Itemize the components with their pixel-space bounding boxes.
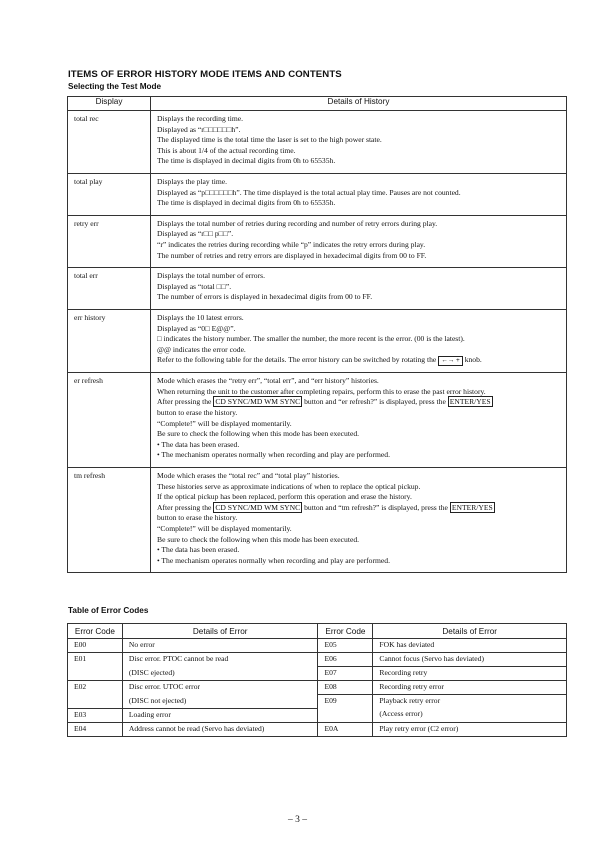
error-code: E00 [68,639,123,653]
header-detail-right: Details of Error [373,624,567,639]
detail-line: Displayed as “r□□□□□□h”. [157,124,241,134]
history-table [67,96,567,573]
row-details [151,111,567,174]
row-name: er refresh [68,373,151,468]
enter-yes-button-label: ENTER/YES [451,502,493,512]
header-code-right: Error Code [318,624,373,639]
detail-line: Be sure to check the following when this mode has been executed. [157,534,360,544]
header-display: Display [68,97,151,111]
detail-line: Displayed as “p□□□□□□h”. The time displayed is the total actual play time. Pauses are not counted. [157,187,461,197]
detail-line: button to erase the history. [157,408,238,418]
jog-knob-icon: ←→ + [438,356,463,366]
table-row [68,708,567,722]
table-row [68,653,567,667]
knob-text-prefix: Refer to the following table for the details. The error history can be switched by rotating the [157,355,437,365]
row-name: total play [68,173,151,215]
detail-line: The displayed time is the total time the laser is set to the high power state. [157,135,382,145]
history-row-total-rec [68,111,567,174]
detail-line: The time is displayed in decimal digits from 0h to 65535h. [157,156,336,166]
row-details [151,309,567,372]
row-details [151,173,567,215]
header-detail-left: Details of Error [122,624,318,639]
detail-line [157,355,562,366]
detail-line: Displayed as “r□□ p□□”. [157,229,234,239]
table-row [68,681,567,695]
row-details [151,215,567,267]
codes-header-row [68,624,567,639]
detail-line: “Complete!” will be displayed momentarily. [157,418,292,428]
error-detail: Recording retry [373,667,567,681]
detail-line: The time is displayed in decimal digits from 0h to 65535h. [157,198,336,208]
row-details [151,468,567,573]
bullet-line: • The mechanism operates normally when recording and play are performed. [157,450,390,460]
detail-line [157,503,562,514]
bullet-line: • The mechanism operates normally when recording and play are performed. [157,555,390,565]
detail-line: Displays the total number of errors. [157,271,265,281]
error-detail: (Access error) [373,708,567,722]
detail-line: Displays the 10 latest errors. [157,312,244,322]
detail-line: Be sure to check the following when this mode has been executed. [157,429,360,439]
detail-line: The number of errors is displayed in hexadecimal digits from 00 to FF. [157,292,373,302]
detail-line: This is about 1/4 of the actual recording time. [157,145,296,155]
detail-line: Displayed as “total □□”. [157,281,232,291]
detail-line: “Complete!” will be displayed momentarily. [157,524,292,533]
row-name: retry err [68,215,151,267]
row-details [151,268,567,310]
error-code: E0A [318,722,373,736]
header-code-left: Error Code [68,624,123,639]
history-row-err-history [68,309,567,372]
press-text: button and “tm refresh?” is displayed, press the [304,502,448,512]
history-row-total-err [68,268,567,310]
bullet-line: • The data has been erased. [157,439,240,449]
error-code: E03 [68,708,123,722]
detail-line: Mode which erases the “retry err”, “total err”, and “err history” histories. [157,376,379,386]
detail-line: □ indicates the history number. The smaller the number, the more recent is the error. (00 is the latest). [157,334,465,344]
row-name: total rec [68,111,151,174]
error-detail: Cannot focus (Servo has deviated) [373,653,567,667]
table-row [68,695,567,709]
history-row-er-refresh [68,373,567,468]
error-detail: Address cannot be read (Servo has deviated) [122,722,318,736]
error-code: E08 [318,681,373,695]
press-text: After pressing the [157,397,212,407]
page-number: – 3 – [288,815,307,825]
press-text: button and “er refresh?” is displayed, press the [304,397,446,407]
error-codes-table [67,623,567,737]
error-code: E04 [68,722,123,736]
cd-sync-button-label: CD SYNC/MD WM SYNC [215,397,301,407]
error-code: E09 [318,695,373,723]
error-code: E05 [318,639,373,653]
error-code: E06 [318,653,373,667]
header-details: Details of History [151,97,567,111]
row-name: total err [68,268,151,310]
detail-line: The number of retries and retry errors are displayed in hexadecimal digits from 00 to FF. [157,250,427,260]
error-detail: (DISC not ejected) [122,695,318,709]
detail-line: Displayed as “0□ E@@”. [157,323,236,333]
error-detail: No error [122,639,318,653]
bullet-line: • The data has been erased. [157,545,240,555]
row-name: tm refresh [68,468,151,573]
detail-line: If the optical pickup has been replaced, perform this operation and erase the history. [157,492,412,502]
section-subtitle: Selecting the Test Mode [68,82,162,91]
error-detail: Play retry error (C2 error) [373,722,567,736]
row-details [151,373,567,468]
error-detail: Loading error [122,708,318,722]
detail-line: These histories serve as approximate indications of when to replace the optical pickup. [157,481,421,491]
history-row-total-play [68,173,567,215]
table-row [68,639,567,653]
error-detail: Recording retry error [373,681,567,695]
detail-line: @@ indicates the error code. [157,344,246,354]
history-header-row [68,97,567,111]
detail-line [157,397,562,408]
error-detail: Disc error. PTOC cannot be read [122,653,318,667]
history-row-retry-err [68,215,567,267]
table-row [68,722,567,736]
page-title: ITEMS OF ERROR HISTORY MODE ITEMS AND CONTENTS [68,69,342,80]
enter-yes-button-label: ENTER/YES [449,397,491,407]
detail-line: When returning the unit to the customer after completing repairs, perform this to erase the past error history. [157,386,486,396]
table-row [68,667,567,681]
detail-line: Displays the play time. [157,176,228,186]
row-name: err history [68,309,151,372]
detail-line: Displays the recording time. [157,114,244,123]
error-detail: (DISC ejected) [122,667,318,681]
detail-line: Mode which erases the “total rec” and “total play” histories. [157,471,340,481]
detail-line: “r” indicates the retries during recording while “p” indicates the retry errors during play. [157,239,426,249]
error-code: E02 [68,681,123,709]
cd-sync-button-label: CD SYNC/MD WM SYNC [215,502,301,512]
error-code: E07 [318,667,373,681]
error-detail: FOK has deviated [373,639,567,653]
error-code: E01 [68,653,123,681]
history-row-tm-refresh [68,468,567,573]
press-text: After pressing the [157,502,212,512]
error-detail: Disc error. UTOC error [122,681,318,695]
detail-line: button to erase the history. [157,513,238,523]
error-codes-title: Table of Error Codes [68,606,149,615]
detail-line: Displays the total number of retries during recording and number of retry errors during play. [157,218,438,228]
error-detail: Playback retry error [373,695,567,709]
knob-text-suffix: knob. [464,355,482,365]
